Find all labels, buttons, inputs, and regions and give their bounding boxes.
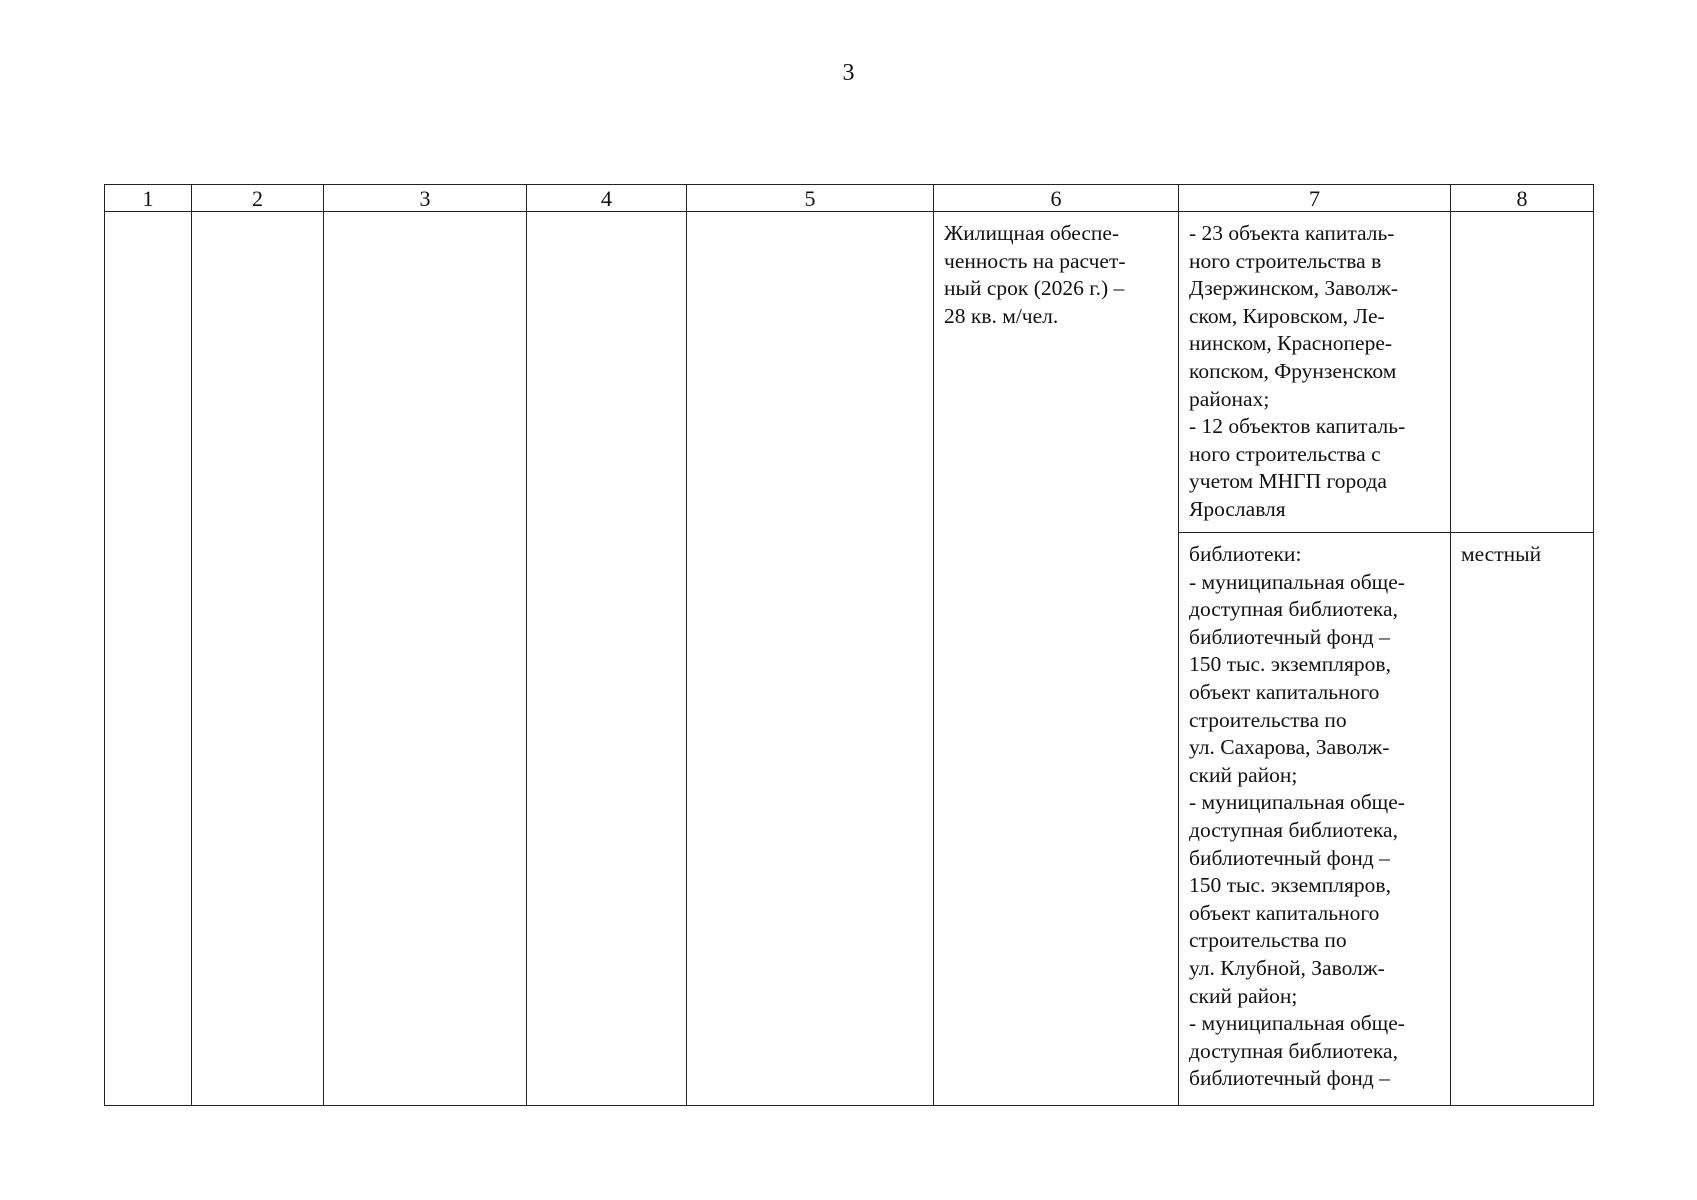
table-cell-col3 xyxy=(324,212,527,1106)
column-header-7: 7 xyxy=(1179,185,1451,212)
column-header-4: 4 xyxy=(527,185,687,212)
header-row xyxy=(105,185,1594,212)
housing-provision-text: Жилищная обеспе- ченность на расчет- ный срок (2026 г.) – 28 кв. м/чел. xyxy=(944,221,1126,328)
construction-objects-text: - 23 объекта капиталь- ного строительства в Дзержинском, Заволж- ском, Кировском, Ле- нинском, Краснопере- копском, Фрунзенском районах; - 12 объектов капиталь- ного строительства с учетом МНГП города Ярославля xyxy=(1189,221,1406,521)
table-cell-col5 xyxy=(687,212,934,1106)
table-row xyxy=(105,212,1594,533)
data-table xyxy=(104,184,1594,1106)
table-cell-col8 xyxy=(1451,212,1594,533)
table-cell-col6 xyxy=(934,212,1179,1106)
table-cell-col1 xyxy=(105,212,192,1106)
libraries-text: библиотеки: - муниципальная обще- доступная библиотека, библиотечный фонд – 150 тыс. экземпляров, объект капитального строительства по ул. Сахарова, Заволж- ский район; - муниципальная обще- доступная библиотека, библиотечный фонд – 150 тыс. экземпляров, объект капитального строительства по ул. Клубной, Заволж- ский район; - муниципальная обще- доступная библиотека, библиотечный фонд – xyxy=(1189,542,1405,1091)
significance-text: местный xyxy=(1461,542,1542,566)
column-header-2: 2 xyxy=(192,185,324,212)
column-header-5: 5 xyxy=(687,185,934,212)
column-header-8: 8 xyxy=(1451,185,1594,212)
table-cell-col2 xyxy=(192,212,324,1106)
table-cell-col7 xyxy=(1179,533,1451,1106)
table-cell-col7 xyxy=(1179,212,1451,533)
significance-text xyxy=(1451,212,1593,224)
column-header-1: 1 xyxy=(105,185,192,212)
table-cell-col4 xyxy=(527,212,687,1106)
page-number: 3 xyxy=(842,60,855,86)
column-header-3: 3 xyxy=(324,185,527,212)
table-cell-col8 xyxy=(1451,533,1594,1106)
column-header-6: 6 xyxy=(934,185,1179,212)
